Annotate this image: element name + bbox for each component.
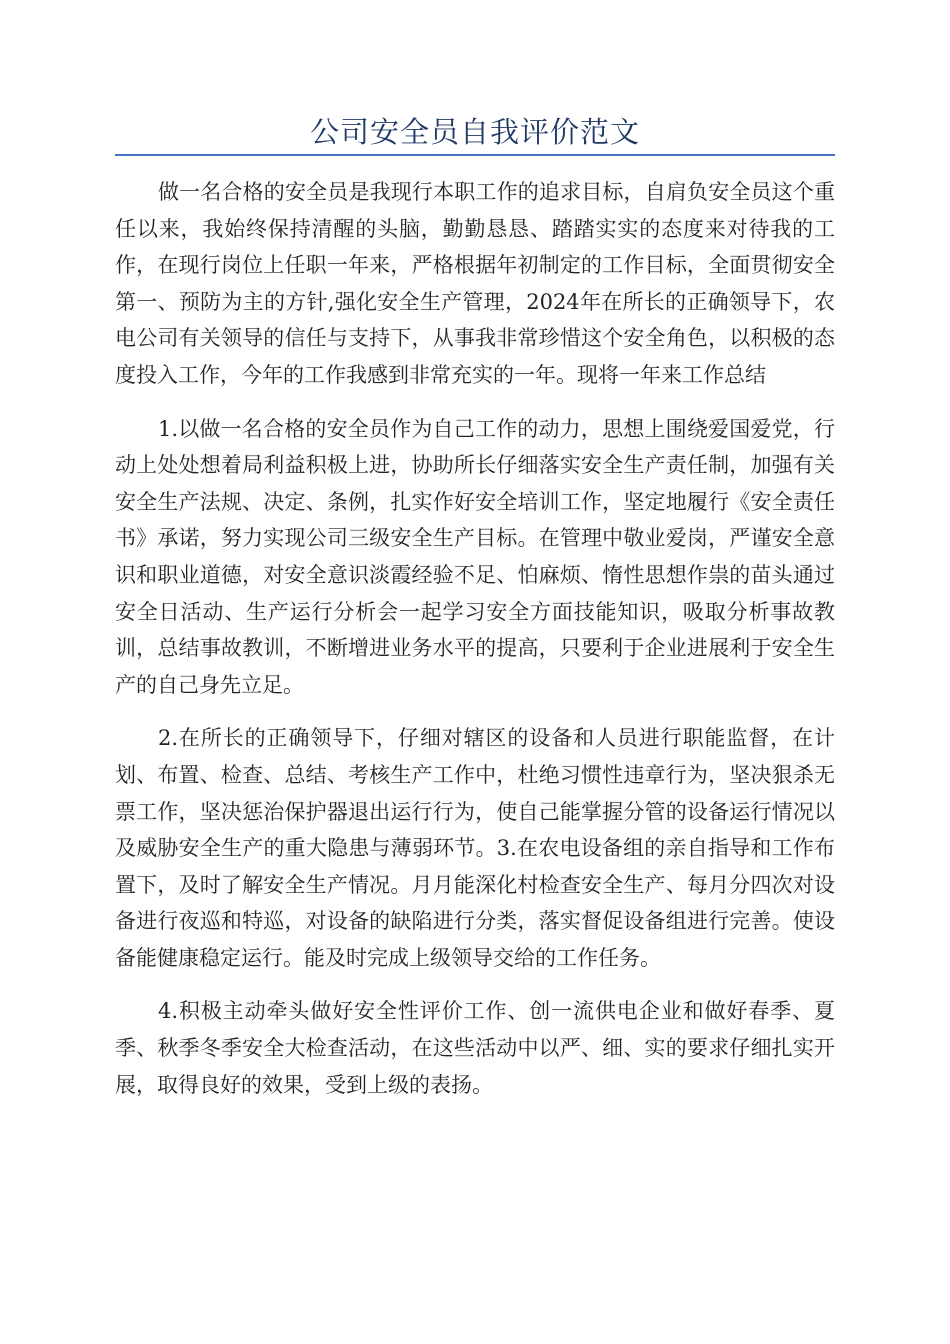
paragraph-intro: 做一名合格的安全员是我现行本职工作的追求目标，自肩负安全员这个重任以来，我始终保持清醒的头脑，勤勤恳恳、踏踏实实的态度来对待我的工作，在现行岗位上任职一年来，严格根据年初制定的工作目标，全面贯彻安全第一、预防为主的方针,强化安全生产管理，2024年在所长的正确领导下，农电公司有关领导的信任与支持下，从事我非常珍惜这个安全角色，以积极的态度投入工作，今年的工作我感到非常充实的一年。现将一年来工作总结 [115, 180, 835, 387]
paragraph-item-2-3: 2.在所长的正确领导下，仔细对辖区的设备和人员进行职能监督，在计划、布置、检查、总结、考核生产工作中，杜绝习惯性违章行为，坚决狠杀无票工作，坚决惩治保护器退出运行行为，使自己能掌握分管的设备运行情况以及威胁安全生产的重大隐患与薄弱环节。3.在农电设备组的亲自指导和工作布置下，及时了解安全生产情况。月月能深化村检查安全生产、每月分四次对设备进行夜巡和特巡，对设备的缺陷进行分类，落实督促设备组进行完善。使设备能健康稳定运行。能及时完成上级领导交给的工作任务。 [115, 726, 835, 970]
document-title: 公司安全员自我评价范文 [309, 115, 640, 149]
paragraph-item-4: 4.积极主动牵头做好安全性评价工作、创一流供电企业和做好春季、夏季、秋季冬季安全大检查活动，在这些活动中以严、细、实的要求仔细扎实开展，取得良好的效果，受到上级的表扬。 [115, 999, 835, 1097]
document-body [115, 174, 835, 1120]
title-underline [115, 154, 835, 156]
paragraph-item-1: 1.以做一名合格的安全员作为自己工作的动力，思想上围绕爱国爱党，行动上处处想着局利益积极上进，协助所长仔细落实安全生产责任制，加强有关安全生产法规、决定、条例，扎实作好安全培训工作，坚定地履行《安全责任书》承诺，努力实现公司三级安全生产目标。在管理中敬业爱岗，严谨安全意识和职业道德，对安全意识淡霞经验不足、怕麻烦、惰性思想作祟的苗头通过安全日活动、生产运行分析会一起学习安全方面技能知识，吸取分析事故教训，总结事故教训，不断增进业务水平的提高，只要利于企业进展利于安全生产的自己身先立足。 [115, 416, 835, 697]
